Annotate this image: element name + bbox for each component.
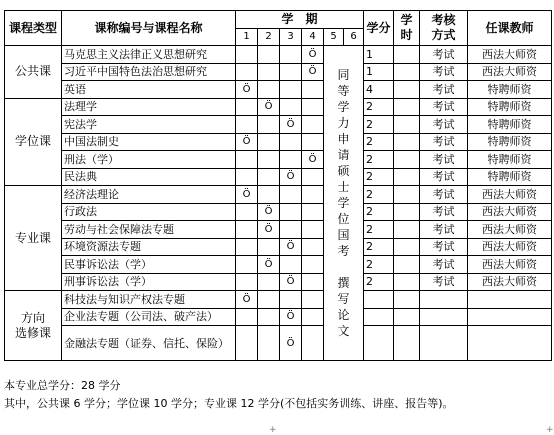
table-row [5, 168, 552, 186]
teacher-cell [468, 291, 552, 309]
teacher-cell: 特聘师资 [468, 151, 552, 169]
table-row [5, 116, 552, 134]
credit-cell: 2 [364, 133, 394, 151]
credit-cell [364, 291, 394, 309]
header-row [5, 11, 552, 29]
course-name: 民事诉讼法（学） [62, 256, 236, 274]
col-header-hours [394, 11, 420, 46]
semester-2-cell [258, 186, 280, 204]
semester-2-cell [258, 46, 280, 64]
col-header-credit: 学分 [364, 11, 394, 46]
course-name: 宪法学 [62, 116, 236, 134]
semester-3-cell [280, 221, 302, 239]
hours-line-2: 时 [400, 28, 413, 42]
hours-cell [394, 186, 420, 204]
semester-2-cell [258, 133, 280, 151]
semester-1-cell [236, 116, 258, 134]
semester-4-cell [302, 186, 324, 204]
hours-cell [394, 273, 420, 291]
course-name: 马克思主义法律正义思想研究 [62, 46, 236, 64]
course-name: 科技法与知识产权法专题 [62, 291, 236, 309]
hours-cell [394, 203, 420, 221]
credit-cell: 1 [364, 63, 394, 81]
semester-1-cell [236, 63, 258, 81]
teacher-cell: 西法大师资 [468, 273, 552, 291]
note-char: 等 [337, 84, 350, 98]
semester-mark: Ö [280, 168, 302, 186]
hours-cell [394, 116, 420, 134]
assessment-cell: 考试 [420, 151, 468, 169]
note-char: 国 [337, 228, 350, 242]
note-char: 士 [337, 180, 350, 194]
semester-1-cell [236, 98, 258, 116]
semester-1-cell [236, 46, 258, 64]
teacher-cell: 特聘师资 [468, 81, 552, 99]
col-header-type: 课程类型 [5, 11, 62, 46]
table-row [5, 256, 552, 274]
teacher-cell: 西法大师资 [468, 203, 552, 221]
hours-cell [394, 168, 420, 186]
course-rows [5, 46, 552, 361]
credit-cell: 2 [364, 238, 394, 256]
table-row [5, 203, 552, 221]
hours-line-1: 学 [400, 13, 413, 27]
semester-mark: Ö [236, 133, 258, 151]
degree-exam-note [324, 46, 364, 361]
credit-notes [4, 377, 454, 413]
semester-4-cell [302, 168, 324, 186]
credit-cell: 4 [364, 81, 394, 99]
semester-2-cell [258, 326, 280, 361]
credit-cell: 2 [364, 151, 394, 169]
semester-mark: Ö [280, 326, 302, 361]
credit-cell: 2 [364, 98, 394, 116]
assessment-cell [420, 291, 468, 309]
semester-3-cell [280, 256, 302, 274]
semester-1: 1 [236, 28, 258, 46]
semester-4-cell [302, 238, 324, 256]
course-name: 刑事诉讼法（学） [62, 273, 236, 291]
note-char [324, 259, 363, 275]
semester-2-cell [258, 116, 280, 134]
course-name: 金融法专题（证券、信托、保险） [62, 326, 236, 361]
table-row [5, 186, 552, 204]
assessment-cell: 考试 [420, 221, 468, 239]
semester-mark: Ö [236, 81, 258, 99]
teacher-cell: 特聘师资 [468, 116, 552, 134]
semester-1-cell [236, 326, 258, 361]
course-type-cell: 专业课 [5, 186, 62, 291]
edge-mark: + [269, 425, 277, 435]
total-credit-note: 本专业总学分：28 学分 [4, 379, 121, 392]
hours-cell [394, 308, 420, 326]
note-char: 同 [337, 68, 350, 82]
course-name: 行政法 [62, 203, 236, 221]
course-type-cell: 公共课 [5, 46, 62, 99]
note-char: 考 [337, 244, 350, 258]
semester-4-cell [302, 98, 324, 116]
teacher-cell: 西法大师资 [468, 221, 552, 239]
semester-3-cell [280, 203, 302, 221]
semester-mark: Ö [258, 203, 280, 221]
semester-mark: Ö [302, 63, 324, 81]
note-char: 文 [337, 324, 350, 338]
teacher-cell [468, 308, 552, 326]
semester-3-cell [280, 133, 302, 151]
teacher-cell: 西法大师资 [468, 46, 552, 64]
semester-4-cell [302, 221, 324, 239]
assessment-cell: 考试 [420, 116, 468, 134]
teacher-cell: 特聘师资 [468, 98, 552, 116]
table-row [5, 273, 552, 291]
col-header-assessment [420, 11, 468, 46]
note-char: 撰 [337, 276, 350, 290]
semester-2-cell [258, 81, 280, 99]
credit-cell: 1 [364, 46, 394, 64]
credit-cell: 2 [364, 203, 394, 221]
semester-3: 3 [280, 28, 302, 46]
note-char: 请 [337, 148, 350, 162]
semester-mark: Ö [280, 308, 302, 326]
table-row [5, 326, 552, 361]
semester-mark: Ö [258, 98, 280, 116]
course-name: 英语 [62, 81, 236, 99]
semester-mark: Ö [280, 273, 302, 291]
note-char: 写 [337, 292, 350, 306]
note-char: 硕 [337, 164, 350, 178]
course-name: 经济法理论 [62, 186, 236, 204]
semester-5: 5 [324, 28, 344, 46]
assessment-cell [420, 326, 468, 361]
assessment-cell: 考试 [420, 98, 468, 116]
credit-cell: 2 [364, 186, 394, 204]
course-name: 劳动与社会保障法专题 [62, 221, 236, 239]
assessment-cell: 考试 [420, 133, 468, 151]
course-name: 刑法（学） [62, 151, 236, 169]
assess-line-1: 考核 [431, 13, 456, 27]
semester-3-cell [280, 63, 302, 81]
table-row [5, 308, 552, 326]
credit-cell: 2 [364, 256, 394, 274]
teacher-cell: 特聘师资 [468, 168, 552, 186]
semester-4-cell [302, 256, 324, 274]
semester-4-cell [302, 133, 324, 151]
course-name: 企业法专题（公司法、破产法） [62, 308, 236, 326]
semester-1-cell [236, 203, 258, 221]
table-row [5, 46, 552, 64]
table-row [5, 238, 552, 256]
credit-cell [364, 326, 394, 361]
table-row [5, 81, 552, 99]
assessment-cell: 考试 [420, 186, 468, 204]
hours-cell [394, 151, 420, 169]
teacher-cell: 西法大师资 [468, 63, 552, 81]
semester-2-cell [258, 308, 280, 326]
assessment-cell: 考试 [420, 238, 468, 256]
note-char: 论 [337, 308, 350, 322]
semester-4-cell [302, 203, 324, 221]
semester-2-cell [258, 238, 280, 256]
semester-mark: Ö [302, 46, 324, 64]
col-header-semester: 学 期 [236, 11, 364, 29]
semester-1-cell [236, 221, 258, 239]
assessment-cell: 考试 [420, 273, 468, 291]
hours-cell [394, 81, 420, 99]
table-row [5, 63, 552, 81]
credit-cell: 2 [364, 273, 394, 291]
teacher-cell: 西法大师资 [468, 238, 552, 256]
credit-cell: 2 [364, 221, 394, 239]
semester-2-cell [258, 151, 280, 169]
col-header-course: 课称编号与课程名称 [62, 11, 236, 46]
curriculum-table [4, 10, 552, 361]
assessment-cell: 考试 [420, 256, 468, 274]
assessment-cell [420, 308, 468, 326]
semester-3-cell [280, 81, 302, 99]
semester-2-cell [258, 63, 280, 81]
semester-4: 4 [302, 28, 324, 46]
semester-1-cell [236, 256, 258, 274]
semester-2-cell [258, 273, 280, 291]
hours-cell [394, 256, 420, 274]
teacher-cell [468, 326, 552, 361]
semester-4-cell [302, 308, 324, 326]
assessment-cell: 考试 [420, 168, 468, 186]
semester-mark: Ö [302, 151, 324, 169]
note-char: 申 [337, 132, 350, 146]
semester-2-cell [258, 291, 280, 309]
col-header-teacher: 任课教师 [468, 11, 552, 46]
course-type-cell: 学位课 [5, 98, 62, 186]
semester-mark: Ö [236, 291, 258, 309]
hours-cell [394, 98, 420, 116]
course-name: 民法典 [62, 168, 236, 186]
course-name: 环境资源法专题 [62, 238, 236, 256]
semester-1-cell [236, 238, 258, 256]
semester-4-cell [302, 326, 324, 361]
semester-mark: Ö [280, 238, 302, 256]
hours-cell [394, 46, 420, 64]
assessment-cell: 考试 [420, 63, 468, 81]
semester-6: 6 [344, 28, 364, 46]
table-row [5, 133, 552, 151]
table-row [5, 291, 552, 309]
credit-breakdown-note: 其中，公共课 6 学分；学位课 10 学分；专业课 12 学分(不包括实务训练、讲座、报告等)。 [4, 397, 454, 410]
semester-mark: Ö [280, 116, 302, 134]
hours-cell [394, 63, 420, 81]
teacher-cell: 特聘师资 [468, 133, 552, 151]
semester-1-cell [236, 168, 258, 186]
note-char: 学 [337, 196, 350, 210]
semester-4-cell [302, 116, 324, 134]
hours-cell [394, 133, 420, 151]
hours-cell [394, 326, 420, 361]
semester-3-cell [280, 291, 302, 309]
semester-4-cell [302, 81, 324, 99]
hours-cell [394, 221, 420, 239]
assessment-cell: 考试 [420, 46, 468, 64]
semester-mark: Ö [258, 256, 280, 274]
teacher-cell: 西法大师资 [468, 256, 552, 274]
assess-line-2: 方式 [431, 28, 456, 42]
semester-1-cell [236, 273, 258, 291]
note-char: 学 [337, 100, 350, 114]
credit-cell: 2 [364, 168, 394, 186]
course-name: 习近平中国特色法治思想研究 [62, 63, 236, 81]
semester-4-cell [302, 291, 324, 309]
semester-3-cell [280, 186, 302, 204]
table-row [5, 221, 552, 239]
assessment-cell: 考试 [420, 81, 468, 99]
semester-3-cell [280, 98, 302, 116]
hours-cell [394, 291, 420, 309]
credit-cell [364, 308, 394, 326]
semester-mark: Ö [236, 186, 258, 204]
table-row [5, 98, 552, 116]
course-type-cell: 方向 选修课 [5, 291, 62, 361]
semester-3-cell [280, 151, 302, 169]
semester-1-cell [236, 308, 258, 326]
table-row [5, 151, 552, 169]
semester-2-cell [258, 168, 280, 186]
course-name: 中国法制史 [62, 133, 236, 151]
hours-cell [394, 238, 420, 256]
semester-2: 2 [258, 28, 280, 46]
teacher-cell: 西法大师资 [468, 186, 552, 204]
semester-mark: Ö [258, 221, 280, 239]
semester-1-cell [236, 151, 258, 169]
semester-3-cell [280, 46, 302, 64]
edge-mark: + [546, 425, 554, 435]
assessment-cell: 考试 [420, 203, 468, 221]
semester-4-cell [302, 273, 324, 291]
credit-cell: 2 [364, 116, 394, 134]
course-name: 法理学 [62, 98, 236, 116]
note-char: 位 [337, 212, 350, 226]
note-char: 力 [337, 116, 350, 130]
